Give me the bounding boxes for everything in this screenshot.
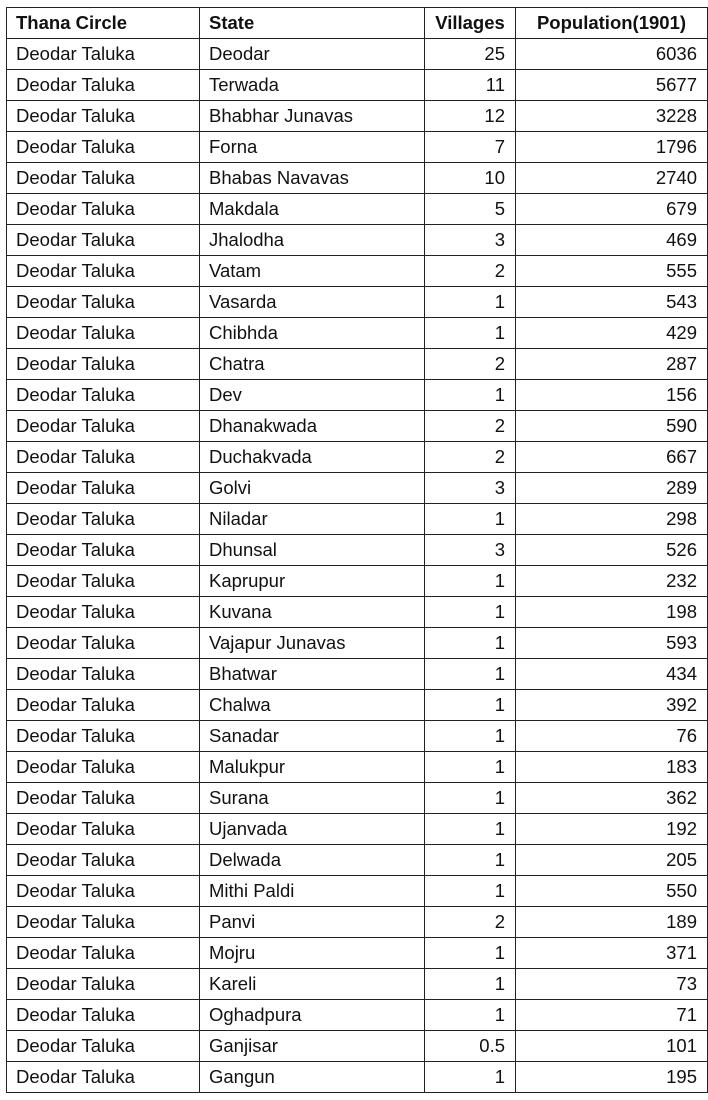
cell-thana-circle: Deodar Taluka — [7, 473, 200, 504]
cell-villages: 1 — [425, 814, 516, 845]
cell-villages: 3 — [425, 473, 516, 504]
cell-population: 550 — [516, 876, 708, 907]
cell-thana-circle: Deodar Taluka — [7, 318, 200, 349]
cell-state: Sanadar — [200, 721, 425, 752]
table-row — [7, 225, 708, 256]
cell-thana-circle: Deodar Taluka — [7, 566, 200, 597]
cell-villages: 2 — [425, 256, 516, 287]
cell-state: Dhanakwada — [200, 411, 425, 442]
cell-state: Kuvana — [200, 597, 425, 628]
cell-thana-circle: Deodar Taluka — [7, 1062, 200, 1093]
cell-villages: 2 — [425, 442, 516, 473]
table-row — [7, 256, 708, 287]
table-body — [7, 39, 708, 1093]
cell-villages: 1 — [425, 597, 516, 628]
header-thana-circle: Thana Circle — [7, 8, 200, 39]
cell-thana-circle: Deodar Taluka — [7, 845, 200, 876]
cell-state: Dev — [200, 380, 425, 411]
cell-thana-circle: Deodar Taluka — [7, 659, 200, 690]
cell-population: 205 — [516, 845, 708, 876]
cell-thana-circle: Deodar Taluka — [7, 194, 200, 225]
cell-thana-circle: Deodar Taluka — [7, 442, 200, 473]
cell-villages: 1 — [425, 504, 516, 535]
header-population-1901: Population(1901) — [516, 8, 708, 39]
table-header-row — [7, 8, 708, 39]
cell-population: 156 — [516, 380, 708, 411]
cell-population: 73 — [516, 969, 708, 1000]
table-row — [7, 752, 708, 783]
cell-thana-circle: Deodar Taluka — [7, 101, 200, 132]
cell-thana-circle: Deodar Taluka — [7, 1000, 200, 1031]
cell-state: Malukpur — [200, 752, 425, 783]
cell-villages: 3 — [425, 535, 516, 566]
cell-population: 71 — [516, 1000, 708, 1031]
table-row — [7, 938, 708, 969]
table-row — [7, 349, 708, 380]
cell-state: Terwada — [200, 70, 425, 101]
cell-villages: 1 — [425, 628, 516, 659]
cell-villages: 1 — [425, 938, 516, 969]
cell-population: 679 — [516, 194, 708, 225]
table-row — [7, 1031, 708, 1062]
cell-state: Surana — [200, 783, 425, 814]
table-row — [7, 473, 708, 504]
table-row — [7, 597, 708, 628]
cell-state: Forna — [200, 132, 425, 163]
cell-villages: 1 — [425, 752, 516, 783]
cell-state: Makdala — [200, 194, 425, 225]
cell-villages: 1 — [425, 721, 516, 752]
cell-state: Panvi — [200, 907, 425, 938]
cell-population: 76 — [516, 721, 708, 752]
header-state: State — [200, 8, 425, 39]
table-row — [7, 814, 708, 845]
cell-state: Bhabhar Junavas — [200, 101, 425, 132]
cell-state: Bhatwar — [200, 659, 425, 690]
table-row — [7, 535, 708, 566]
cell-villages: 1 — [425, 690, 516, 721]
cell-population: 287 — [516, 349, 708, 380]
cell-villages: 1 — [425, 845, 516, 876]
cell-thana-circle: Deodar Taluka — [7, 783, 200, 814]
cell-thana-circle: Deodar Taluka — [7, 287, 200, 318]
cell-villages: 1 — [425, 659, 516, 690]
cell-population: 3228 — [516, 101, 708, 132]
cell-villages: 0.5 — [425, 1031, 516, 1062]
cell-villages: 25 — [425, 39, 516, 70]
cell-state: Kareli — [200, 969, 425, 1000]
cell-population: 667 — [516, 442, 708, 473]
cell-state: Mithi Paldi — [200, 876, 425, 907]
cell-population: 101 — [516, 1031, 708, 1062]
cell-population: 434 — [516, 659, 708, 690]
cell-villages: 2 — [425, 907, 516, 938]
table-row — [7, 783, 708, 814]
table-row — [7, 411, 708, 442]
cell-state: Chatra — [200, 349, 425, 380]
table-row — [7, 132, 708, 163]
cell-villages: 1 — [425, 969, 516, 1000]
table-row — [7, 1062, 708, 1093]
cell-state: Kaprupur — [200, 566, 425, 597]
table-row — [7, 70, 708, 101]
cell-thana-circle: Deodar Taluka — [7, 380, 200, 411]
cell-population: 5677 — [516, 70, 708, 101]
table-row — [7, 318, 708, 349]
cell-state: Golvi — [200, 473, 425, 504]
cell-population: 392 — [516, 690, 708, 721]
cell-population: 429 — [516, 318, 708, 349]
cell-population: 195 — [516, 1062, 708, 1093]
table-row — [7, 907, 708, 938]
cell-thana-circle: Deodar Taluka — [7, 535, 200, 566]
cell-thana-circle: Deodar Taluka — [7, 721, 200, 752]
cell-population: 362 — [516, 783, 708, 814]
cell-state: Deodar — [200, 39, 425, 70]
cell-population: 590 — [516, 411, 708, 442]
cell-thana-circle: Deodar Taluka — [7, 132, 200, 163]
cell-population: 198 — [516, 597, 708, 628]
data-table — [6, 7, 708, 1093]
cell-state: Bhabas Navavas — [200, 163, 425, 194]
table-row — [7, 690, 708, 721]
table-row — [7, 969, 708, 1000]
cell-villages: 1 — [425, 876, 516, 907]
cell-thana-circle: Deodar Taluka — [7, 70, 200, 101]
table-row — [7, 845, 708, 876]
cell-thana-circle: Deodar Taluka — [7, 628, 200, 659]
cell-state: Chalwa — [200, 690, 425, 721]
table-row — [7, 287, 708, 318]
table-row — [7, 442, 708, 473]
cell-population: 469 — [516, 225, 708, 256]
cell-population: 232 — [516, 566, 708, 597]
table-row — [7, 380, 708, 411]
table-row — [7, 194, 708, 225]
cell-state: Duchakvada — [200, 442, 425, 473]
cell-state: Ganjisar — [200, 1031, 425, 1062]
cell-population: 183 — [516, 752, 708, 783]
cell-state: Jhalodha — [200, 225, 425, 256]
data-table-container — [6, 7, 708, 1093]
cell-thana-circle: Deodar Taluka — [7, 938, 200, 969]
cell-villages: 10 — [425, 163, 516, 194]
cell-thana-circle: Deodar Taluka — [7, 225, 200, 256]
cell-population: 526 — [516, 535, 708, 566]
cell-villages: 5 — [425, 194, 516, 225]
cell-villages: 7 — [425, 132, 516, 163]
table-row — [7, 876, 708, 907]
table-row — [7, 659, 708, 690]
table-row — [7, 504, 708, 535]
cell-population: 371 — [516, 938, 708, 969]
cell-population: 189 — [516, 907, 708, 938]
cell-villages: 3 — [425, 225, 516, 256]
cell-population: 192 — [516, 814, 708, 845]
cell-thana-circle: Deodar Taluka — [7, 411, 200, 442]
cell-population: 298 — [516, 504, 708, 535]
table-row — [7, 721, 708, 752]
cell-thana-circle: Deodar Taluka — [7, 907, 200, 938]
cell-thana-circle: Deodar Taluka — [7, 690, 200, 721]
cell-villages: 1 — [425, 1000, 516, 1031]
cell-villages: 1 — [425, 380, 516, 411]
cell-state: Vasarda — [200, 287, 425, 318]
cell-state: Vajapur Junavas — [200, 628, 425, 659]
table-row — [7, 39, 708, 70]
cell-thana-circle: Deodar Taluka — [7, 504, 200, 535]
cell-thana-circle: Deodar Taluka — [7, 597, 200, 628]
table-row — [7, 628, 708, 659]
cell-population: 593 — [516, 628, 708, 659]
cell-population: 555 — [516, 256, 708, 287]
header-villages: Villages — [425, 8, 516, 39]
cell-population: 1796 — [516, 132, 708, 163]
cell-thana-circle: Deodar Taluka — [7, 163, 200, 194]
table-row — [7, 163, 708, 194]
cell-state: Oghadpura — [200, 1000, 425, 1031]
cell-population: 543 — [516, 287, 708, 318]
cell-thana-circle: Deodar Taluka — [7, 349, 200, 380]
cell-thana-circle: Deodar Taluka — [7, 876, 200, 907]
cell-thana-circle: Deodar Taluka — [7, 752, 200, 783]
cell-villages: 11 — [425, 70, 516, 101]
cell-state: Dhunsal — [200, 535, 425, 566]
table-row — [7, 566, 708, 597]
cell-villages: 1 — [425, 318, 516, 349]
cell-villages: 12 — [425, 101, 516, 132]
cell-population: 2740 — [516, 163, 708, 194]
cell-thana-circle: Deodar Taluka — [7, 39, 200, 70]
cell-villages: 1 — [425, 566, 516, 597]
cell-villages: 2 — [425, 411, 516, 442]
cell-thana-circle: Deodar Taluka — [7, 814, 200, 845]
cell-thana-circle: Deodar Taluka — [7, 256, 200, 287]
cell-state: Mojru — [200, 938, 425, 969]
cell-state: Delwada — [200, 845, 425, 876]
table-row — [7, 1000, 708, 1031]
cell-villages: 1 — [425, 783, 516, 814]
cell-thana-circle: Deodar Taluka — [7, 1031, 200, 1062]
table-row — [7, 101, 708, 132]
cell-state: Chibhda — [200, 318, 425, 349]
cell-state: Gangun — [200, 1062, 425, 1093]
cell-villages: 1 — [425, 287, 516, 318]
cell-population: 289 — [516, 473, 708, 504]
cell-state: Niladar — [200, 504, 425, 535]
cell-population: 6036 — [516, 39, 708, 70]
cell-thana-circle: Deodar Taluka — [7, 969, 200, 1000]
cell-villages: 1 — [425, 1062, 516, 1093]
cell-villages: 2 — [425, 349, 516, 380]
cell-state: Ujanvada — [200, 814, 425, 845]
cell-state: Vatam — [200, 256, 425, 287]
